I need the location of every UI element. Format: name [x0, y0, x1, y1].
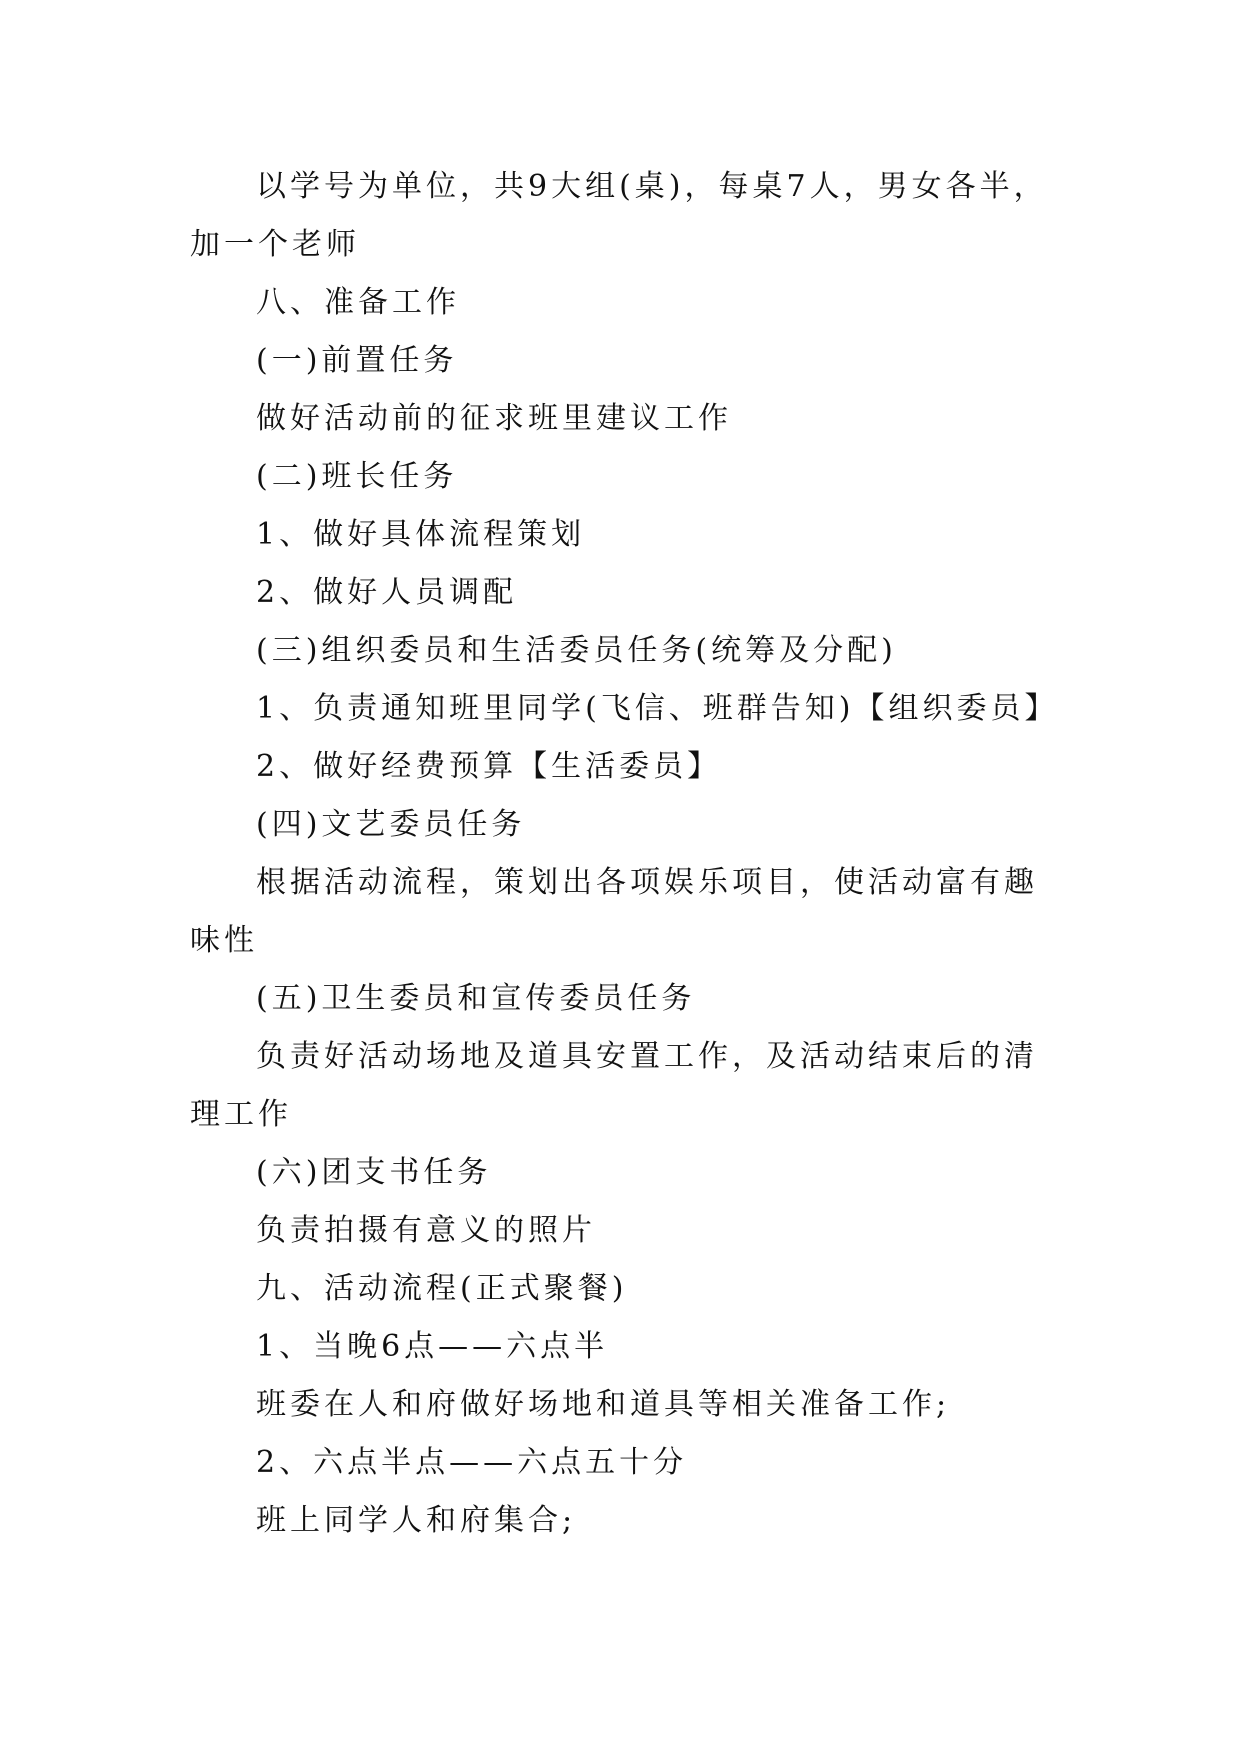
subheading-pre-tasks: (一)前置任务 [256, 343, 458, 378]
list-item-flow-1: 1、当晚6点——六点半 [256, 1329, 609, 1364]
subheading-organization-life-tasks: (三)组织委员和生活委员任务(统筹及分配) [256, 633, 897, 668]
subheading-league-secretary-tasks: (六)团支书任务 [256, 1155, 492, 1190]
list-item-flow-2: 2、六点半点——六点五十分 [256, 1445, 688, 1480]
paragraph-flow-2-detail: 班上同学人和府集合; [256, 1503, 577, 1538]
list-item-organization-2: 2、做好经费预算【生活委员】 [256, 749, 722, 784]
paragraph-arts-tasks: 根据活动流程，策划出各项娱乐项目，使活动富有趣味性 [190, 865, 1038, 958]
heading-preparation: 八、准备工作 [256, 285, 460, 320]
document-body [190, 158, 1070, 1550]
subheading-monitor-tasks: (二)班长任务 [256, 459, 458, 494]
subheading-hygiene-publicity-tasks: (五)卫生委员和宣传委员任务 [256, 981, 696, 1016]
paragraph-flow-1-detail: 班委在人和府做好场地和道具等相关准备工作; [256, 1387, 951, 1422]
list-item-monitor-2: 2、做好人员调配 [256, 575, 518, 610]
paragraph-seating: 以学号为单位，共9大组(桌)，每桌7人，男女各半，加一个老师 [190, 169, 1048, 262]
subheading-arts-tasks: (四)文艺委员任务 [256, 807, 526, 842]
paragraph-hygiene-publicity-tasks: 负责好活动场地及道具安置工作，及活动结束后的清理工作 [190, 1039, 1038, 1132]
list-item-organization-1: 1、负责通知班里同学(飞信、班群告知)【组织委员】 [256, 691, 1059, 726]
paragraph-league-secretary-tasks: 负责拍摄有意义的照片 [256, 1213, 596, 1248]
list-item-monitor-1: 1、做好具体流程策划 [256, 517, 586, 552]
heading-activity-flow: 九、活动流程(正式聚餐) [256, 1271, 628, 1306]
paragraph-pre-tasks: 做好活动前的征求班里建议工作 [256, 401, 732, 436]
